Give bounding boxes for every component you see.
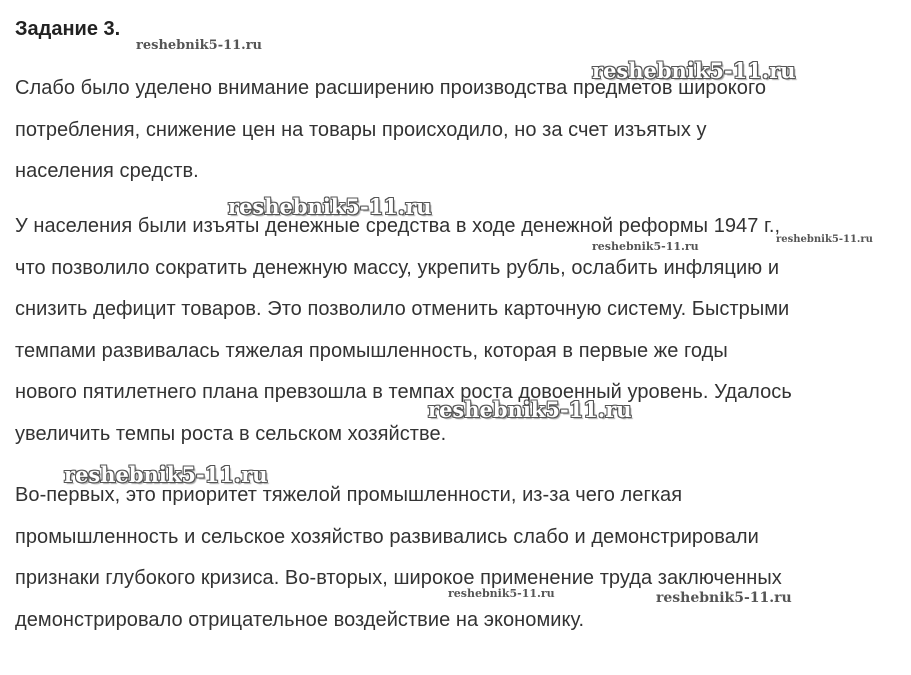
paragraph-3 xyxy=(15,475,900,641)
watermark: reshebnik5-11.ru xyxy=(428,397,632,422)
watermark: reshebnik5-11.ru xyxy=(592,240,699,253)
watermark: reshebnik5-11.ru xyxy=(228,194,432,219)
text-line: что позволило сократить денежную массу, укрепить рубль, ослабить инфляцию и xyxy=(15,256,780,279)
text-line: У населения были изъяты денежные средства в ходе денежной реформы 1947 г., xyxy=(15,215,781,237)
text-line: населения средств. xyxy=(15,160,199,182)
text-line: снизить дефицит товаров. Это позволило отменить карточную систему. Быстрыми xyxy=(15,298,790,320)
paragraph-2 xyxy=(15,206,900,455)
text-line: промышленность и сельское хозяйство развивались слабо и демонстрировали xyxy=(15,525,759,548)
text-line: Слабо было уделено внимание расширению производства предметов широкого xyxy=(15,77,767,99)
watermark: reshebnik5-11.ru xyxy=(656,590,792,606)
watermark: reshebnik5-11.ru xyxy=(448,587,555,600)
text-line: Во-первых, это приоритет тяжелой промышленности, из-за чего легкая xyxy=(15,484,683,506)
watermark: reshebnik5-11.ru xyxy=(64,462,268,487)
watermark: reshebnik5-11.ru xyxy=(136,38,263,53)
text-line: потребления, снижение цен на товары происходило, но за счет изъятых у xyxy=(15,118,707,141)
watermark: reshebnik5-11.ru xyxy=(592,58,796,83)
text-line: нового пятилетнего плана превзошла в темпах роста довоенный уровень. Удалось xyxy=(15,381,792,403)
text-line: увеличить темпы роста в сельском хозяйстве. xyxy=(15,422,447,445)
text-line: темпами развивалась тяжелая промышленность, которая в первые же годы xyxy=(15,339,728,362)
paragraph-1 xyxy=(15,68,900,193)
text-line: демонстрировало отрицательное воздействие на экономику. xyxy=(15,608,585,631)
text-line: признаки глубокого кризиса. Во-вторых, широкое применение труда заключенных xyxy=(15,567,782,589)
watermark: reshebnik5-11.ru xyxy=(776,234,873,245)
task-title: Задание 3. xyxy=(15,18,121,40)
